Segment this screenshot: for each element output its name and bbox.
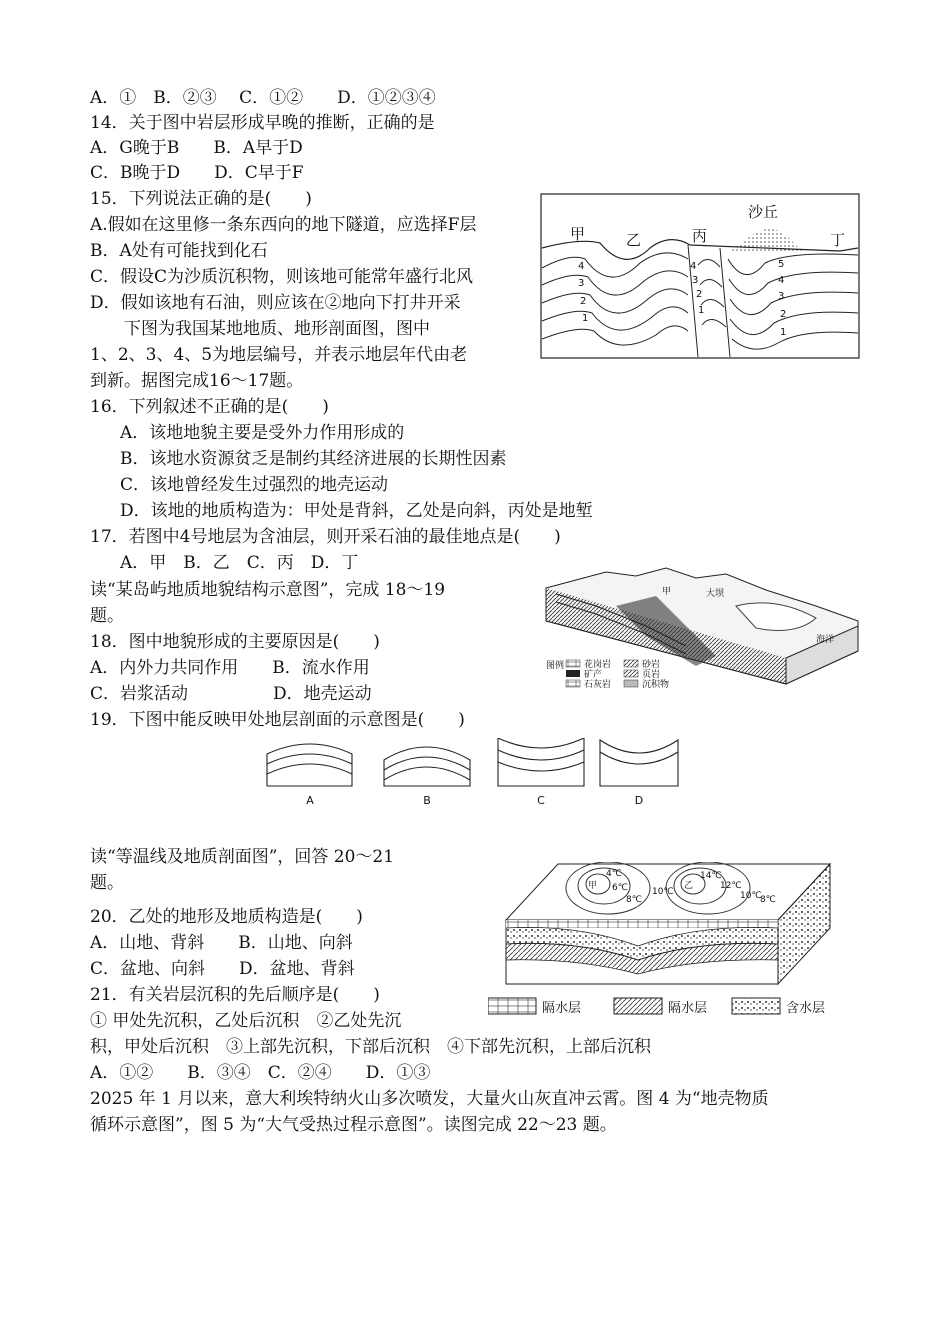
iso-8c: 8℃ [626,895,642,905]
layer-2-right: 2 [780,309,787,320]
q13-options: A．① B．②③ C．①② D．①②③④ [90,88,436,108]
q16-stem: 16．下列叙述不正确的是( ) [90,397,329,417]
q15-stem: 15．下列说法正确的是( ) [90,189,312,209]
intro-16-17-line1: 下图为我国某地地质、地形剖面图，图中 [90,319,430,339]
label-dam: 大坝 [706,589,725,599]
q18-options-cd: C．岩浆活动 D．地壳运动 [90,684,372,704]
isotherm-profile-figure [488,862,844,1024]
island-geology-figure [536,566,866,696]
q16-option-c: C．该地曾经发生过强烈的地壳运动 [120,475,389,495]
label-ding: 丁 [830,231,846,249]
q21-stem: 21．有关岩层沉积的先后顺序是( ) [90,985,380,1005]
layer-3-right: 3 [778,291,785,302]
iso-12c: 12℃ [720,881,742,891]
q20-options-ab: A．山地、背斜 B．山地、向斜 [90,933,353,953]
q16-option-a: A．该地地貌主要是受外力作用形成的 [120,423,405,443]
q21-statements-line2: 积，甲处后沉积 ③上部先沉积，下部后沉积 ④下部先沉积，上部后沉积 [90,1037,651,1057]
q17-options: A．甲 B．乙 C．丙 D．丁 [120,553,359,573]
option-a-label: A [306,794,314,807]
label-ocean: 海洋 [816,635,835,645]
geologic-profile-figure [540,193,860,359]
q15-option-a: A.假如在这里修一条东西向的地下隧道，应选择F层 [90,215,477,235]
intro-16-17-line3: 到新。据图完成16～17题。 [90,371,304,391]
layer-2-left: 2 [580,296,587,307]
q20-stem: 20．乙处的地形及地质构造是( ) [90,907,363,927]
layer-1-right: 1 [780,327,787,338]
layer-1-mid: 1 [698,305,705,316]
legend-aquifer: 含水层 [786,1001,826,1016]
q14-options-ab: A．G晚于B B．A早于D [90,138,303,158]
q16-option-b: B．该地水资源贫乏是制约其经济进展的长期性因素 [120,449,507,469]
label-yi: 乙 [626,231,642,249]
intro-18-19-line2: 题。 [90,606,124,626]
intro-20-21-line1: 读“等温线及地质剖面图”，回答 20～21 [90,847,395,867]
legend-title: 图例 [546,661,565,671]
q14-options-cd: C．B晚于D D．C早于F [90,163,304,183]
isotherm-legend [488,998,825,1016]
option-b-label: B [423,794,431,807]
legend-aquiclude-2: 隔水层 [668,1001,708,1016]
iso-4c: 4℃ [606,869,622,879]
label-sand-dune: 沙丘 [748,203,779,221]
label-jia-island: 甲 [662,587,672,597]
layer-4-left: 4 [578,261,585,272]
q18-options-ab: A．内外力共同作用 B．流水作用 [90,658,370,678]
island-legend [546,658,669,690]
q15-option-c: C．假设C为沙质沉积物，则该地可能常年盛行北风 [90,267,474,287]
iso-8c-right: 8℃ [760,895,776,905]
legend-granite: 花岗岩 [584,660,612,670]
legend-shale: 页岩 [642,670,661,680]
legend-limestone: 石灰岩 [584,680,612,690]
legend-aquiclude-1: 隔水层 [542,1001,582,1016]
layer-4-right: 4 [778,275,785,286]
option-c-label: C [537,794,545,807]
layer-3-mid: 3 [692,275,699,286]
layer-4-mid: 4 [690,261,697,272]
label-jia: 甲 [570,225,586,243]
q21-statements-line1: ① 甲处先沉积，乙处后沉积 ②乙处先沉 [90,1011,402,1031]
q19-stem: 19．下图中能反映甲处地层剖面的示意图是( ) [90,710,465,730]
intro-20-21-line2: 题。 [90,873,124,893]
legend-sediment: 沉积物 [642,680,670,690]
intro-22-23-line2: 循环示意图”，图 5 为“大气受热过程示意图”。读图完成 22～23 题。 [90,1115,617,1135]
q20-options-cd: C．盆地、向斜 D．盆地、背斜 [90,959,355,979]
layer-3-left: 3 [578,278,585,289]
layer-1-left: 1 [582,313,589,324]
iso-10c-right: 10℃ [740,891,762,901]
label-jia-iso: 甲 [588,881,598,891]
layer-2-mid: 2 [696,289,703,300]
q17-stem: 17．若图中4号地层为含油层，则开采石油的最佳地点是( ) [90,527,561,547]
legend-ore: 矿产 [584,670,603,680]
label-yi-iso: 乙 [684,881,694,891]
q15-option-b: B．A处有可能找到化石 [90,241,268,261]
intro-22-23-line1: 2025 年 1 月以来，意大利埃特纳火山多次喷发，大量火山灰直冲云霄。图 4 为“地壳物质 [90,1089,769,1109]
intro-16-17-line2: 1、2、3、4、5为地层编号，并表示地层年代由老 [90,345,468,365]
q18-stem: 18．图中地貌形成的主要原因是( ) [90,632,380,652]
stratum-options-figure [262,738,682,814]
q16-option-d: D．该地的地质构造为：甲处是背斜，乙处是向斜，丙处是地堑 [120,501,593,521]
label-bing: 丙 [692,227,708,245]
iso-6c: 6℃ [612,883,628,893]
legend-sandstone: 砂岩 [642,660,661,670]
q15-option-d: D．假如该地有石油，则应该在②地向下打井开采 [90,293,461,313]
intro-18-19-line1: 读“某岛屿地质地貌结构示意图”，完成 18～19 [90,580,446,600]
iso-14c: 14℃ [700,871,722,881]
iso-10c-left: 10℃ [652,887,674,897]
q14-stem: 14．关于图中岩层形成早晚的推断，正确的是 [90,113,435,133]
option-d-label: D [634,794,644,807]
layer-5-right: 5 [778,259,785,270]
q21-options: A．①② B．③④ C．②④ D．①③ [90,1063,431,1083]
